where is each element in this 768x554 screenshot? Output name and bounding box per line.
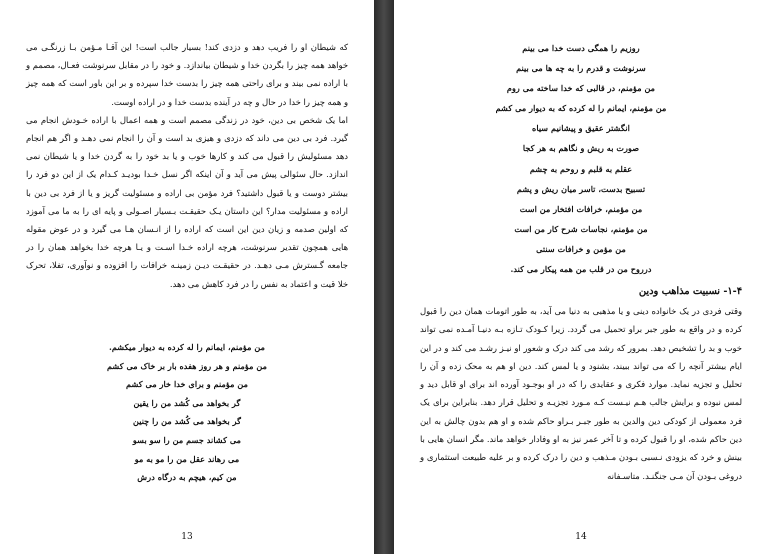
- poem-line: انگشتر عقیق و پیشانیم سیاه: [532, 123, 630, 134]
- left-page: [0, 0, 374, 554]
- poem-line: صورت به ریش و نگاهم به هر کجا: [522, 143, 640, 154]
- left-page-text: [26, 38, 348, 293]
- poem-line: تسبیح بدست، تاسر میان ریش و پشم: [516, 183, 646, 194]
- left-paragraph-1: که شیطان او را فریب دهد و دزدی کند! بسیار جالب است! این آقـا مـؤمن بـا زرنگـی می خواهد همه چیز را بگردن خدا و شیطان بیاندازد. و خود را در مقابل سرنوشت فعـال، مصمم و با اراده نمی بیند و برای راحتی همه چیز را بدست خدا سپرده و بر این باور است که همه چیز و همه چیز را خدا در حال و چه در آینده بدست خدا و در اراده اوست.: [26, 42, 348, 107]
- poem-line: من مؤمنم و هر روز هفده بار بر خاک می کشم: [106, 360, 267, 371]
- book-spine-divider: [374, 0, 394, 554]
- poem-line: سرنوشت و قدرم را به چه ها می بینم: [516, 63, 646, 74]
- poem-line: درروح من در قلب من همه پیکار می کند.: [510, 264, 652, 275]
- poem-line: گر بخواهد می کُشد من را یقین: [133, 397, 241, 408]
- right-page: [394, 0, 768, 554]
- left-paragraph-2: اما یک شخص بی دین، خود در زندگی مصمم است و همه اعمال با اراده خـودش انجام می گیرد. فرد بی دین می داند که دزدی و هیزی بد است و آن را انجام نمی دهـد و اگر هم انجام دهد مسئولیش را قبول می کند و کارها خوب و یا بد خود را به گردن خدا و یا شیطان نمی اندازد. حال سئوالی پیش می آید و آن اینکه اگر نسل خـدا بودیـد کـدام یک از این دو فرد را بیشتر دوست و یا قبول داشتید؟ فرد مؤمن بی اراده و مسئولیت گریز و یا از فرد بی دین با اراده و مسئولیت مدار؟ این داستان یـک حقیقـت بـسیار اصـولی و پایه ای را به ما می آموزد که اولین صدمه و زیان دین این است که اراده را از انـسان هـا می گیرد و در عوض مقوله هایی همچون تقدیر سرنوشت، هرچه اراده خـدا اسـت و یـا هرچه خدا بخواهد همان را در جامعه گـسترش مـی دهـد. در حقیقـت دیـن زمینـه خرافات را افزوده و نوآوری، تفلا، تحرک خلا قیت و اعتماد به نفس را در فرد کاهش می دهد.: [26, 114, 348, 289]
- section-heading: ۱-۴- نسبیت مذاهب ودین: [638, 286, 742, 297]
- poem-line: می کشاند جسم من را سو بسو: [132, 434, 242, 445]
- page-number-right: 14: [575, 532, 587, 542]
- poem-line: من مؤمنم، خرافات افتخار من است: [519, 203, 643, 214]
- poem-line: من مؤمنم، ایمانم را له کرده به دیوار میکشم.: [109, 342, 265, 352]
- poem-line: من مؤمنم، نجاسات شرح کار من است: [514, 223, 648, 234]
- poem-line: گر بخواهد می کُشد من را چنین: [133, 416, 241, 427]
- right-page-text: [420, 302, 742, 485]
- page-number-left: 13: [181, 532, 193, 542]
- poem-line: روزیم را همگی دست خدا می بینم: [522, 43, 640, 53]
- poem-line: من مؤمنم و برای خدا خار می کشم: [126, 379, 248, 390]
- poem-line: من مؤمن و خرافات سنتی: [536, 243, 626, 254]
- poem-line: عقلم به قلبم و روحم به چشم: [529, 163, 633, 174]
- left-poem: [80, 338, 294, 487]
- right-poem: [434, 38, 728, 279]
- poem-line: من مؤمنم، در قالبی که خدا ساخته می روم: [506, 83, 656, 94]
- poem-line: من مؤمنم، ایمانم را له کرده که به دیوار می کشم: [495, 103, 667, 114]
- right-paragraph-1: وقتی فردی در یک خانواده دینی و یا مذهبی به دنیا می آید، به طور اتومات همان دین را قبول کرده و در واقع به طور جبر براو تحمیل می گردد. زیرا کـودک تـازه بـه دنیـا آمـده نمی تواند خوب و بد را تشخیص دهد. بمرور که رشد می کند درک و شعور او نیـز رشـد می کند و در این ایام بیشتر آنچه را که می تواند ببیند، بشنود و یا لمس کند. دین او هم به محک زده و آن را تحلیل و تجزیه نماید. موارد فکری و عقایدی را که در او بوجـود آورده اند برای او قابل دید و لمس نبوده و برایش جالب هـم نیـست کـه مـورد تجزیـه و تحلیل قرار دهد. بنابراین برای یک فرد معمولی از کودکی دین والدین به طور جبـر بـراو حاکم شده و او هم بدون چالش به این دین حاکم شده، او را قبول کرده و تا آخر عمر نیز به او وفادار خواهد ماند. مگر انسان هایی با بینش و خرد که یزودی نـسبی بـودن مـذهب و دین را درک کرده و بر علیه طبیعت استثماری و دروغی بـودن آن مـی جنگنـد. متاسـفانه: [420, 306, 742, 481]
- poem-line: من کیم، هیچم به درگاه درش: [137, 472, 237, 483]
- poem-line: می رهاند عقل من را مو به مو: [134, 453, 240, 464]
